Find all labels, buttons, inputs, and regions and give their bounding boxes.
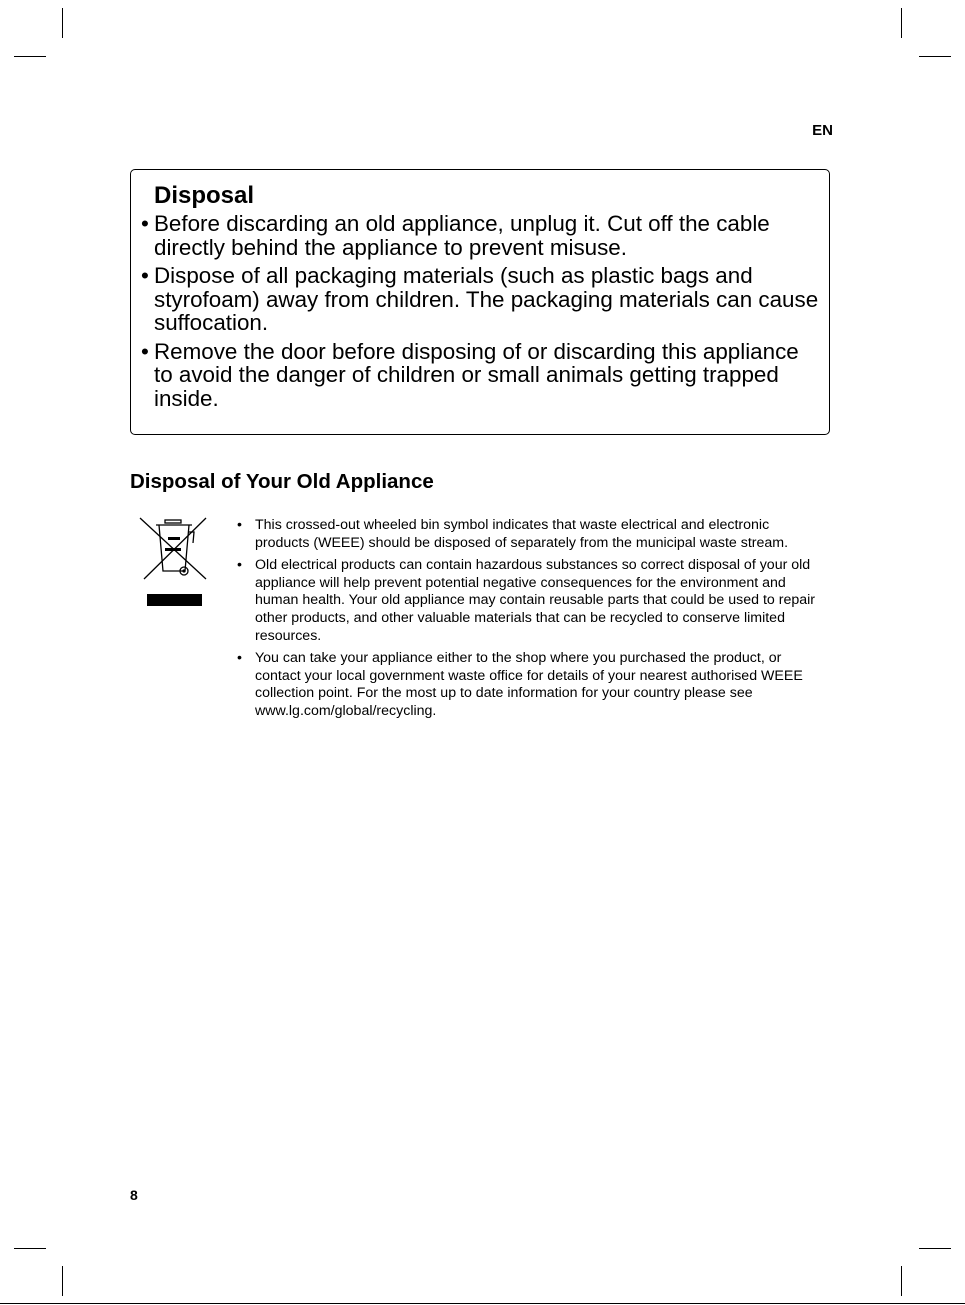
crop-mark	[14, 56, 46, 57]
crop-mark	[919, 1248, 951, 1249]
crop-mark	[62, 8, 63, 38]
crop-mark	[901, 1266, 902, 1296]
bullet: •	[237, 517, 242, 533]
crop-mark	[919, 56, 951, 57]
bullet: •	[141, 211, 149, 236]
section-title: Disposal of Your Old Appliance	[130, 470, 434, 493]
list-item-text: Before discarding an old appliance, unplug it. Cut off the cable directly behind the appliance to prevent misuse.	[154, 211, 770, 260]
disposal-warning-box	[130, 169, 830, 435]
bullet: •	[237, 650, 242, 667]
crop-mark	[14, 1248, 46, 1249]
list-item	[141, 264, 821, 335]
list-item-text: Dispose of all packaging materials (such as plastic bags and styrofoam) away from children. The packaging materials can cause suffocation.	[154, 263, 819, 335]
list-item-text: This crossed-out wheeled bin symbol indicates that waste electrical and electronic products (WEEE) should be disposed of separately from the municipal waste stream.	[255, 517, 789, 551]
bullet: •	[237, 557, 242, 574]
list-item-text: Old electrical products can contain hazardous substances so correct disposal of your old appliance will help prevent potential negative consequences for the environment and human health. Your old appliance may contain reusable parts that could be used to repair other products, and other valuable materials that can be recycled to conserve limited resources.	[255, 557, 815, 644]
weee-info-list	[237, 517, 827, 726]
language-code: EN	[812, 122, 833, 139]
disposal-box-list	[141, 212, 821, 415]
list-item	[237, 517, 827, 552]
bullet: •	[141, 263, 149, 288]
list-item	[237, 650, 827, 720]
list-item-text: Remove the door before disposing of or discarding this appliance to avoid the danger of children or small animals getting trapped inside.	[154, 338, 799, 411]
list-item	[141, 340, 821, 411]
list-item	[237, 557, 827, 645]
bullet: •	[141, 338, 149, 364]
crossed-out-wheeled-bin-icon	[138, 515, 210, 609]
crop-mark	[62, 1266, 63, 1296]
bottom-rule	[0, 1303, 965, 1304]
list-item	[141, 212, 821, 259]
crop-mark	[901, 8, 902, 38]
page-number: 8	[130, 1187, 138, 1203]
list-item-text: You can take your appliance either to the shop where you purchased the product, or contact your local government waste office for details of your nearest authorised WEEE collection point. For the most up to date information for your country please see www.lg.com/global/recycling.	[255, 650, 803, 719]
disposal-box-title: Disposal	[154, 182, 255, 209]
